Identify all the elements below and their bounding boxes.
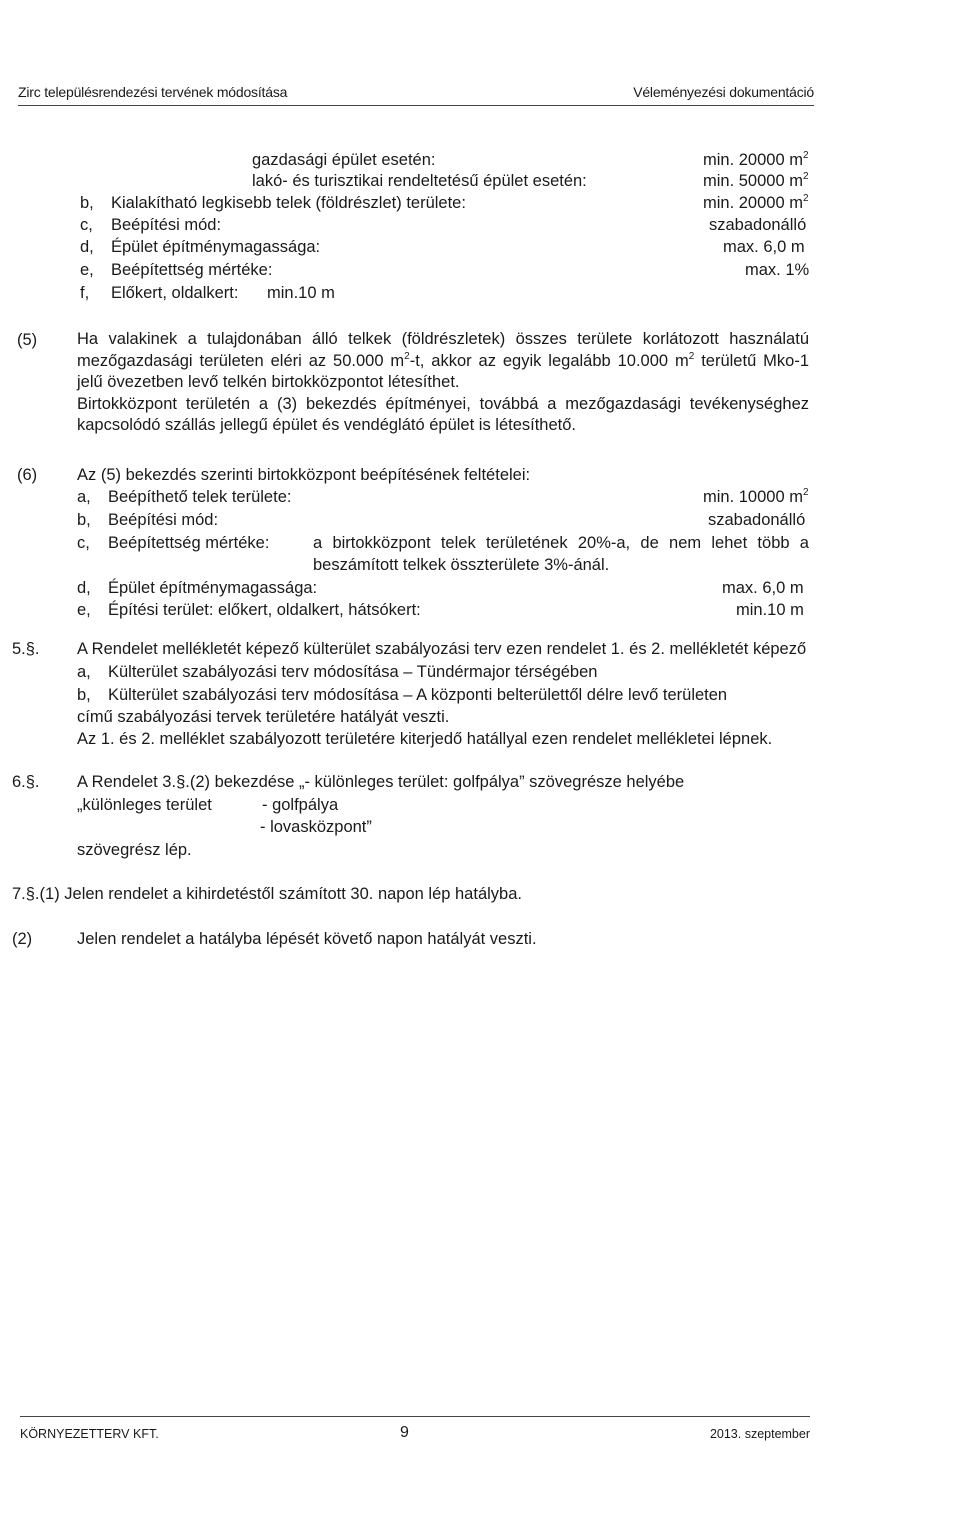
section-6-d-letter: d,	[77, 579, 91, 597]
section-6-number: (6)	[17, 466, 38, 484]
section-6-a-value: min. 10000 $m^2$	[703, 487, 809, 506]
paragraph-5-b-letter: b,	[77, 686, 91, 704]
footer-date: 2013. szeptember	[709, 1427, 810, 1441]
section-6-a-label: Beépíthető telek területe:	[108, 488, 292, 506]
list-a-e-label: Beépítettség mértéke:	[111, 261, 273, 279]
paragraph-6-line1: A Rendelet 3.§.(2) bekezdése „- különleges terület: golfpálya” szövegrésze helyébe	[77, 773, 685, 791]
list-a-row1-label: gazdasági épület esetén:	[252, 151, 436, 169]
section-6-e-letter: e,	[77, 601, 91, 619]
paragraph-5-a-text: Külterület szabályozási terv módosítása – Tündérmajor térségében	[108, 663, 598, 681]
footer-company: KÖRNYEZETTERV KFT.	[20, 1427, 159, 1441]
footer-rule	[20, 1416, 810, 1417]
section-6-b-letter: b,	[77, 511, 91, 529]
page-footer	[20, 1416, 810, 1446]
paragraph-5-line4: című szabályozási tervek területére hatályát veszti.	[77, 708, 450, 726]
section-6-c-letter: c,	[77, 534, 90, 552]
list-a-d-label: Épület építménymagassága:	[111, 238, 321, 256]
list-a-row2-label: lakó- és turisztikai rendeltetésű épület esetén:	[252, 172, 587, 190]
list-a-f-label: Előkert, oldalkert:	[111, 284, 239, 302]
list-a-row1-value: min. 20000 $m^2$	[703, 150, 809, 169]
section-6-c-label: Beépítettség mértéke:	[108, 534, 270, 552]
section-6-d-label: Épület építménymagassága:	[108, 579, 318, 597]
paragraph-5-a-letter: a,	[77, 663, 91, 681]
list-a-e-value: max. 1%	[745, 261, 810, 279]
paragraph-6-number: 6.§.	[12, 773, 40, 791]
list-a-d-letter: d,	[80, 238, 94, 256]
section-6-a-letter: a,	[77, 488, 91, 506]
section-6-intro: Az (5) bekezdés szerinti birtokközpont beépítésének feltételei:	[77, 466, 531, 484]
paragraph-5-number: 5.§.	[12, 640, 40, 658]
section-5-paragraph-2: Birtokközpont területén a (3) bekezdés építményei, továbbá a mezőgazdasági tevékenységhez kapcsolódó szállás jellegű épület és vendéglátó épület is létesíthető.	[77, 394, 809, 434]
list-a-d-value: max. 6,0 m	[723, 238, 805, 256]
section-5-number: (5)	[17, 331, 38, 349]
header-doc-type: Véleményezési dokumentáció	[633, 84, 814, 100]
section-6-e-value: min.10 m	[736, 601, 804, 619]
section-6-e-label: Építési terület: előkert, oldalkert, hátsókert:	[108, 601, 421, 619]
section-5-paragraph-1: Ha valakinek a tulajdonában álló telkek (földrészletek) összes területe korlátozott használatú mezőgazdasági területen eléri az 50.000 $m^2-t$, akkor az egyik legalább 10.000 $m^2$ területű Mko-1 jelű övezetben levő telkén birtokközpontot létesíthet.	[77, 330, 809, 391]
list-a-f-letter: f,	[80, 284, 90, 302]
section-5-text	[77, 329, 809, 437]
paragraph-6-line2-right: - golfpálya	[262, 796, 339, 814]
paragraph-7-line1: 7.§.(1) Jelen rendelet a kihirdetéstől számított 30. napon lép hatályba.	[12, 885, 522, 903]
paragraph-5-b-text: Külterület szabályozási terv módosítása – A központi belterülettől délre levő területen	[108, 686, 728, 704]
section-6-d-value: max. 6,0 m	[722, 579, 804, 597]
paragraph-5-line1: A Rendelet mellékletét képező külterület szabályozási terv ezen rendelet 1. és 2. mellékletét képező	[77, 640, 807, 658]
list-a-b-label: Kialakítható legkisebb telek (földrészlet) területe:	[111, 194, 466, 212]
paragraph-7-number-2: (2)	[12, 930, 33, 948]
section-6-b-label: Beépítési mód:	[108, 511, 219, 529]
section-6-b-value: szabadonálló	[708, 511, 806, 529]
paragraph-6-line2-left: „különleges terület	[77, 796, 212, 814]
list-a-c-letter: c,	[80, 216, 93, 234]
section-6-c-value-line2: beszámított telkek összterülete 3%-ánál.	[313, 556, 610, 574]
list-a-b-value: min. 20000 $m^2$	[703, 193, 809, 212]
paragraph-5-line5: Az 1. és 2. melléklet szabályozott területére kiterjedő hatállyal ezen rendelet mellékletei lépnek.	[77, 730, 773, 748]
section-6-c-value-line1: a birtokközpont telek területének 20%-a, de nem lehet több a	[313, 534, 809, 552]
paragraph-7-line2: Jelen rendelet a hatályba lépését követő napon hatályát veszti.	[77, 930, 537, 948]
footer-page-number: 9	[400, 1424, 409, 1441]
paragraph-6-line4: szövegrész lép.	[77, 841, 192, 859]
list-a-row2-value: min. 50000 $m^2$	[703, 171, 809, 190]
list-a-b-letter: b,	[80, 194, 94, 212]
header-title: Zirc településrendezési tervének módosítása	[18, 84, 288, 100]
paragraph-6-line3: - lovasközpont”	[260, 818, 372, 836]
list-a-e-letter: e,	[80, 261, 94, 279]
list-a-f-value: min.10 m	[267, 284, 335, 302]
list-a-c-label: Beépítési mód:	[111, 216, 222, 234]
list-a-c-value: szabadonálló	[709, 216, 807, 234]
